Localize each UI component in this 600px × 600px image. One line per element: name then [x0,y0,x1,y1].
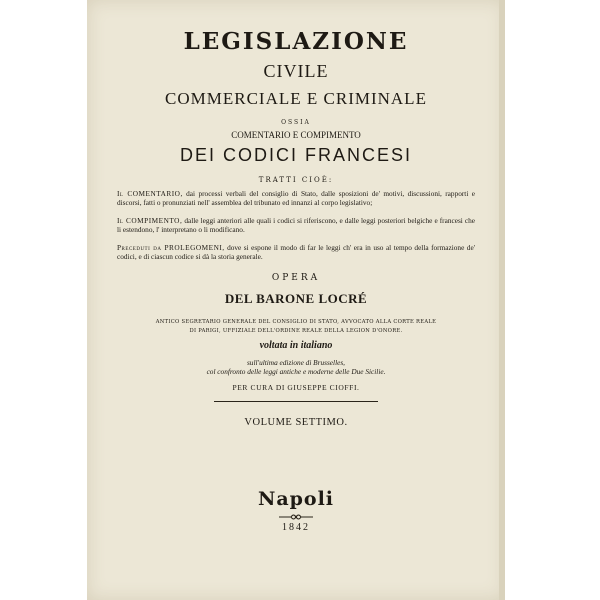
author-name: DEL BARONE LOCRÉ [224,291,368,306]
edition-note-line-2: col confronto delle leggi antiche e moderne delle Due Sicilie. [206,367,386,376]
paragraph-label: Preceduti da PROLEGOMENI, [117,243,225,252]
ossia-conjunction: OSSIA [281,119,311,126]
imprint-city: Napoli [257,488,335,510]
subtitle-commerciale: COMMERCIALE E CRIMINALE [165,89,427,108]
paragraph-text: dove si espone il modo di far le leggi ch' era in uso al tempo della formazione de' codici, e di ciascun codice si dà la storia generale. [117,243,475,261]
paragraph-text: dalle leggi anteriori alle quali i codici si riferiscono, e dalle leggi posteriori belgiche e francesi che li estendono, l' interpretano o li modificano. [117,216,475,234]
subtitle-codici-francesi: DEI CODICI FRANCESI [179,145,413,165]
imprint-year: 1842 [282,522,310,533]
contents-intro: TRATTI CIOÈ: [258,176,334,184]
main-title: LEGISLAZIONE [183,28,409,55]
paragraph-label: Il COMENTARIO, [117,189,183,198]
author-titles-line-2: DI PARIGI, UFFIZIALE DELL'ORDINE REALE DELLA LEGION D'ONORE. [189,328,403,334]
volume-label: VOLUME SETTIMO. [244,417,348,428]
subtitle-comentario: COMENTARIO E COMPIMENTO [231,130,361,140]
paragraph-label: Il COMPIMENTO, [117,216,183,225]
translation-note: voltata in italiano [259,340,333,351]
subtitle-civile: CIVILE [263,61,329,81]
contents-paragraph-prolegomeni [117,244,475,262]
ornament-icon [278,512,314,522]
title-page [87,0,505,600]
contents-paragraph-compimento [117,217,475,235]
editor-credit: PER CURA DI GIUSEPPE CIOFFI. [232,383,360,392]
opera-label: OPERA [271,273,321,283]
contents-paragraph-comentario [117,190,475,208]
edition-note-line-1: sull'ultima edizione di Brusselles, [246,358,346,367]
divider-rule [214,401,378,402]
author-titles-line-1: ANTICO SEGRETARIO GENERALE DEL CONSIGLIO DI STATO, AVVOCATO ALLA CORTE REALE [155,319,437,325]
paragraph-text: dai processi verbali del consiglio di Stato, dalle sposizioni de' motivi, discussioni, rapporti e discorsi, fatti o pronunziati nell' assemblea del tribunato ed innanzi al corpo legislativo; [117,189,475,207]
